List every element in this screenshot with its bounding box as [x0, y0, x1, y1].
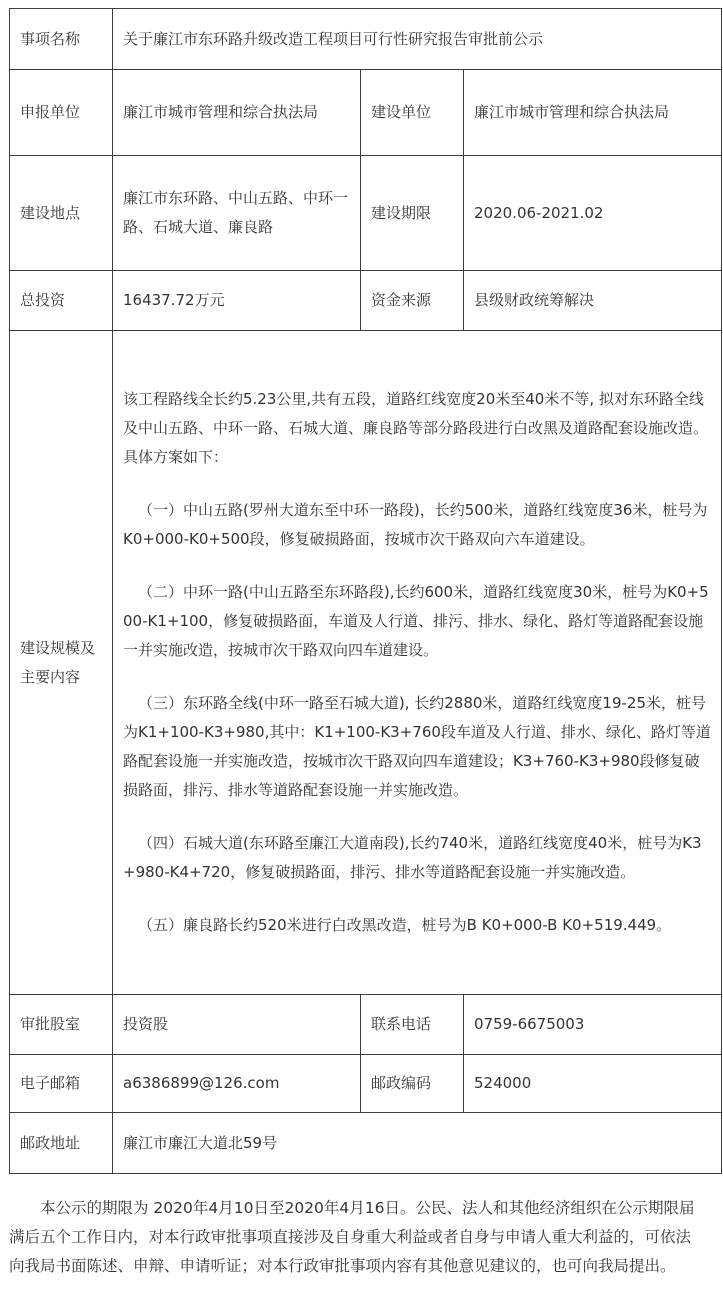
label-builder: 建设单位	[361, 70, 464, 156]
scope-paragraph-intro: 该工程路线全长约5.23公里,共有五段，道路红线宽度20米至40米不等, 拟对东环路全线及中山五路、中环一路、石城大道、廉良路等部分路段进行白改黑及道路配套设施改造。具体方案如下：	[123, 390, 709, 466]
label-postcode: 邮政编码	[361, 1055, 464, 1113]
label-investment: 总投资	[10, 271, 113, 331]
row-item-name	[10, 9, 722, 70]
value-period: 2020.06-2021.02	[464, 156, 722, 271]
label-email: 电子邮箱	[10, 1055, 113, 1113]
value-approval: 投资股	[113, 995, 361, 1055]
scope-paragraph-1: （一）中山五路(罗州大道东至中环一路段)，长约500米，道路红线宽度36米，桩号为K0+000-K0+500段，修复破损路面，按城市次干路双向六车道建设。	[123, 501, 708, 548]
scope-paragraph-5: （五）廉良路长约520米进行白改黑改造，桩号为B K0+000-B K0+519.449。	[138, 916, 672, 934]
scope-paragraph-3: （三）东环路全线(中环一路至石城大道), 长约2880米，道路红线宽度19-25米，桩号为K1+100-K3+980,其中：K1+100-K3+760段车道及人行道、排水、绿化、路灯等道路配套设施一并实施改造，按城市次干路双向四车道建设；K3+760-K3+980段修复破损路面，排污、排水等道路配套设施一并实施改造。	[123, 694, 711, 799]
scope-paragraph-2: （二）中环一路(中山五路至东环路段),长约600米，道路红线宽度30米，桩号为K0+500-K1+100，修复破损路面，车道及人行道、排污、排水、绿化、路灯等道路配套设施一并实施改造，按城市次干路双向四车道建设。	[123, 583, 709, 659]
value-location: 廉江市东环路、中山五路、中环一路、石城大道、廉良路	[113, 156, 361, 271]
label-approval: 审批股室	[10, 995, 113, 1055]
label-scope: 建设规模及主要内容	[10, 331, 113, 995]
value-email: a6386899@126.com	[113, 1055, 361, 1113]
row-applicant	[10, 70, 722, 156]
value-builder: 廉江市城市管理和综合执法局	[464, 70, 722, 156]
value-investment: 16437.72万元	[113, 271, 361, 331]
value-funding: 县级财政统筹解决	[464, 271, 722, 331]
value-item-name: 关于廉江市东环路升级改造工程项目可行性研究报告审批前公示	[113, 9, 722, 70]
label-item-name: 事项名称	[10, 9, 113, 70]
value-scope	[113, 331, 722, 995]
value-phone: 0759-6675003	[464, 995, 722, 1055]
row-address	[10, 1113, 722, 1174]
label-location: 建设地点	[10, 156, 113, 271]
value-applicant: 廉江市城市管理和综合执法局	[113, 70, 361, 156]
row-scope	[10, 331, 722, 995]
footer-notice: 本公示的期限为 2020年4月10日至2020年4月16日。公民、法人和其他经济组织在公示期限届满后五个工作日内，对本行政审批事项直接涉及自身重大利益或者自身与申请人重大利益的，可依法向我局书面陈述、申辩、申请听证；对本行政审批事项内容有其他意见建议的，也可向我局提出。	[9, 1199, 695, 1275]
row-email	[10, 1055, 722, 1113]
row-location	[10, 156, 722, 271]
label-applicant: 申报单位	[10, 70, 113, 156]
value-address: 廉江市廉江大道北59号	[113, 1113, 722, 1174]
notice-table	[9, 8, 722, 1174]
scope-paragraph-4: （四）石城大道(东环路至廉江大道南段),长约740米，道路红线宽度40米，桩号为K3+980-K4+720，修复破损路面，排污、排水等道路配套设施一并实施改造。	[123, 834, 702, 881]
label-address: 邮政地址	[10, 1113, 113, 1174]
label-period: 建设期限	[361, 156, 464, 271]
label-funding: 资金来源	[361, 271, 464, 331]
value-postcode: 524000	[464, 1055, 722, 1113]
label-phone: 联系电话	[361, 995, 464, 1055]
row-investment	[10, 271, 722, 331]
row-approval	[10, 995, 722, 1055]
